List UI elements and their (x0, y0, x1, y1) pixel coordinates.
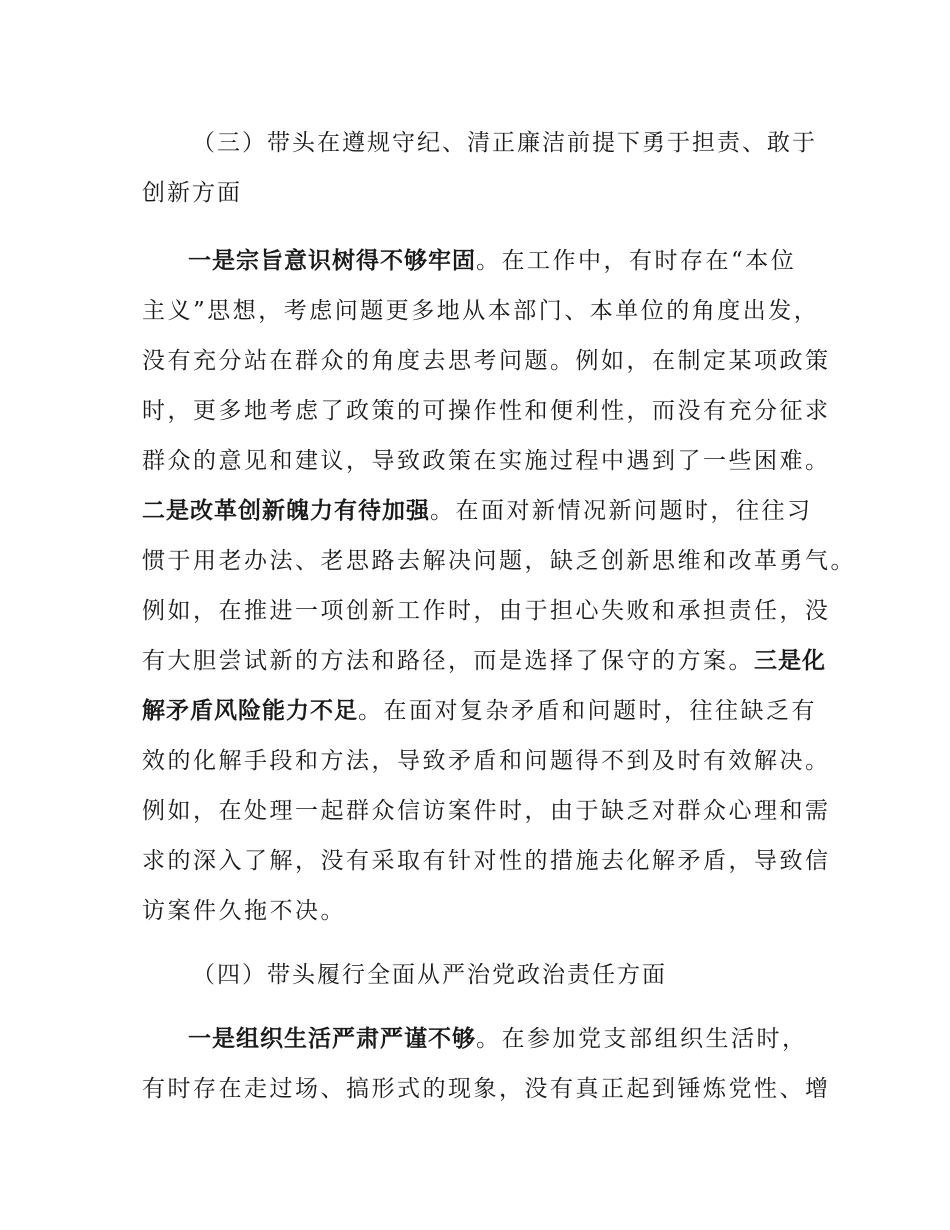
item-3-title-part-1: 三是化 (754, 648, 826, 674)
item-3-title-part-2: 解矛盾风险能力不足 (142, 698, 358, 724)
paragraph-line: 例如，在处理一起群众信访案件时，由于缺乏对群众心理和需 (142, 798, 831, 824)
paragraph-line: 没有充分站在群众的角度去思考问题。例如，在制定某项政策 (142, 348, 831, 374)
paragraph-line (142, 486, 812, 536)
spacer (142, 218, 812, 236)
paragraph-line: 有时存在走过场、搞形式的现象，没有真正起到锤炼党性、增 (142, 1076, 831, 1102)
paragraph-line: 群众的意见和建议，导致政策在实施过程中遇到了一些困难。 (142, 448, 831, 474)
section-3-heading-line-2: 创新方面 (142, 180, 242, 206)
document-body (142, 118, 856, 1114)
paragraph-line: 时，更多地考虑了政策的可操作性和便利性，而没有充分征求 (142, 398, 831, 424)
item-1-text: 。在工作中，有时存在“本位 (476, 248, 797, 274)
item-2-title: 二是改革创新魄力有待加强 (142, 498, 430, 524)
section-3-heading-line-1: （三）带头在遵规守纪、清正廉洁前提下勇于担责、敢于 (192, 130, 817, 156)
paragraph-line: 主义”思想，考虑问题更多地从本部门、本单位的角度出发， (142, 298, 820, 324)
paragraph-line: 例如，在推进一项创新工作时，由于担心失败和承担责任，没 (142, 598, 831, 624)
section-4-item-1-text: 。在参加党支部组织生活时， (476, 1026, 808, 1052)
item-1-title: 一是宗旨意识树得不够牢固 (188, 248, 476, 274)
paragraph-line (142, 636, 826, 686)
paragraph-line: 效的化解手段和方法，导致矛盾和问题得不到及时有效解决。 (142, 748, 831, 774)
paragraph-line (142, 1014, 812, 1064)
paragraph-line: 惯于用老办法、老思路去解决问题，缺乏创新思维和改革勇气。 (142, 548, 856, 574)
paragraph-line (142, 236, 812, 286)
section-4-heading: （四）带头履行全面从严治党政治责任方面 (192, 962, 667, 988)
paragraph-line: 访案件久拖不决。 (142, 898, 346, 924)
item-2-text-end: 有大胆尝试新的方法和路径，而是选择了保守的方案。 (142, 648, 754, 674)
spacer (142, 936, 812, 950)
item-3-text: 。在面对复杂矛盾和问题时，往往缺乏有 (358, 698, 817, 724)
section-4-item-1-title: 一是组织生活严肃严谨不够 (188, 1026, 476, 1052)
paragraph-line (142, 686, 817, 736)
paragraph-line: 求的深入了解，没有采取有针对性的措施去化解矛盾，导致信 (142, 848, 831, 874)
spacer (142, 1000, 812, 1014)
item-2-text: 。在面对新情况新问题时，往往习 (430, 498, 813, 524)
